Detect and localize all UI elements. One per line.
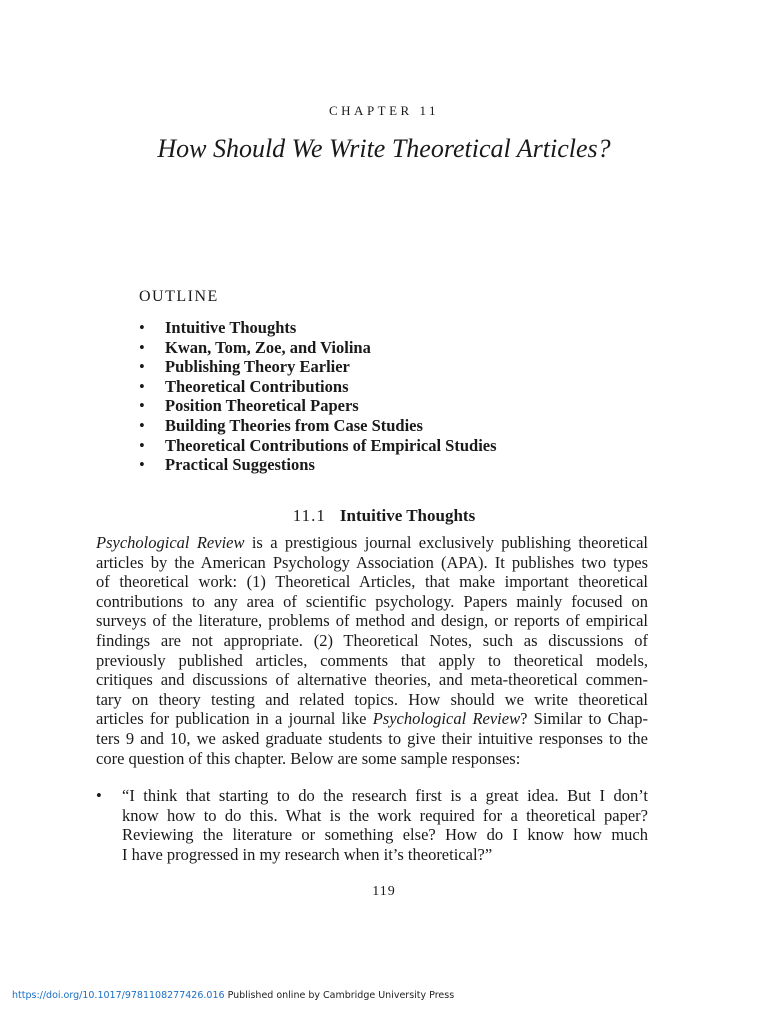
body-line-text: findings are not appropriate. (2) Theoretical Notes, such as discussions of	[96, 630, 648, 650]
outline-item	[139, 396, 497, 416]
quote-line: I have progressed in my research when it’s theoretical?”	[122, 844, 493, 864]
outline-item	[139, 377, 497, 397]
section-number: 11.1	[292, 506, 326, 525]
bullet-icon: •	[139, 337, 145, 357]
outline-item	[139, 357, 497, 377]
body-line	[96, 670, 648, 690]
body-line	[96, 553, 648, 573]
outline-item-label: Building Theories from Case Studies	[165, 415, 423, 435]
body-line-text: of theoretical work: (1) Theoretical Articles, that make important theoretical	[96, 572, 648, 592]
outline-item	[139, 416, 497, 436]
outline-item	[139, 338, 497, 358]
footer	[12, 990, 454, 1001]
body-line	[96, 631, 648, 651]
quote-text	[122, 786, 648, 864]
outline-item	[139, 318, 497, 338]
quote-line: know how to do this. What is the work required for a theoretical paper?	[122, 805, 648, 825]
bullet-icon: •	[139, 415, 145, 435]
body-line-text: previously published articles, comments that apply to theoretical models,	[96, 650, 648, 670]
body-line	[96, 533, 648, 553]
outline-item-label: Intuitive Thoughts	[165, 318, 297, 337]
body-line-text: articles by the American Psychology Association (APA). It publishes two types	[96, 552, 648, 572]
body-line-text: surveys of the literature, problems of method and design, or reports of empirical	[96, 611, 648, 631]
outline-item	[139, 455, 497, 475]
page-number: 119	[372, 884, 396, 899]
body-line-text: core question of this chapter. Below are some sample responses:	[96, 748, 521, 768]
body-line	[96, 690, 648, 710]
bullet-icon: •	[139, 435, 145, 455]
section-heading	[0, 506, 768, 526]
body-line-text: articles for publication in a journal like	[96, 709, 373, 729]
body-line-text: ? Similar to Chap-	[520, 709, 648, 729]
bullet-icon: •	[139, 396, 145, 416]
bullet-icon: •	[139, 455, 145, 475]
body-line-text: tary on theory testing and related topics. How should we write theoretical	[96, 689, 648, 709]
body-line	[96, 709, 648, 729]
body-line	[96, 729, 648, 749]
bullet-icon: •	[139, 318, 145, 337]
body-line-text: ters 9 and 10, we asked graduate students to give their intuitive responses to the	[96, 728, 648, 748]
quote-line: Reviewing the literature or something else? How do I know how much	[122, 825, 648, 845]
outline-item-label: Theoretical Contributions of Empirical Studies	[165, 435, 497, 455]
outline-item-label: Practical Suggestions	[165, 455, 315, 475]
body-paragraph	[96, 533, 648, 768]
body-line	[96, 592, 648, 612]
body-line-text: contributions to any area of scientific psychology. Papers mainly focused on	[96, 591, 648, 611]
bullet-icon: •	[96, 786, 102, 805]
body-line	[96, 572, 648, 592]
footer-text: Published online by Cambridge University Press	[224, 990, 455, 1001]
journal-title: Psychological Review	[372, 709, 521, 729]
bullet-icon: •	[139, 357, 145, 377]
body-line-text: critiques and discussions of alternative theories, and meta-theoretical commen-	[96, 670, 648, 690]
outline-item-label: Kwan, Tom, Zoe, and Violina	[165, 337, 371, 357]
outline-item	[139, 436, 497, 456]
outline-list	[139, 318, 497, 475]
bullet-icon: •	[139, 376, 145, 396]
outline-heading: OUTLINE	[139, 288, 219, 305]
chapter-label: CHAPTER 11	[329, 103, 439, 118]
outline-item-label: Theoretical Contributions	[165, 376, 349, 396]
section-title: Intuitive Thoughts	[339, 506, 476, 525]
doi-link[interactable]: https://doi.org/10.1017/9781108277426.016	[12, 990, 225, 1001]
journal-title: Psychological Review	[96, 533, 245, 552]
outline-item-label: Position Theoretical Papers	[165, 396, 359, 416]
body-line	[96, 749, 648, 769]
body-line	[96, 651, 648, 671]
chapter-title: How Should We Write Theoretical Articles?	[157, 134, 611, 163]
outline-item-label: Publishing Theory Earlier	[165, 357, 350, 377]
body-line	[96, 611, 648, 631]
body-line-text: is a prestigious journal exclusively publishing theoretical	[244, 533, 648, 552]
quote-line: “I think that starting to do the research first is a great idea. But I don’t	[122, 786, 648, 805]
quote-list-item	[96, 786, 648, 864]
